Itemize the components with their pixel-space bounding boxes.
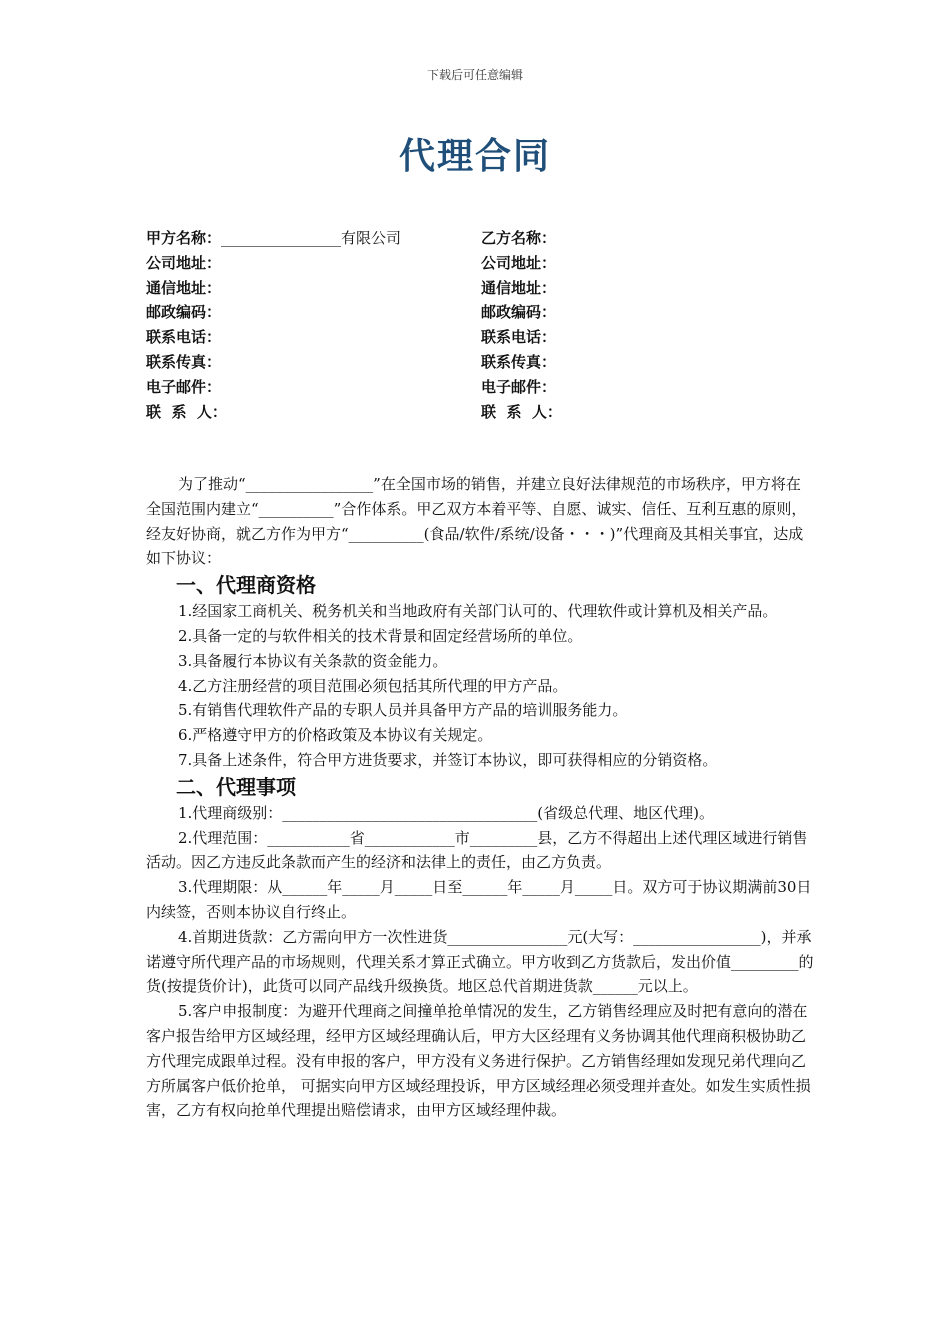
qualification-item: 2.具备一定的与软件相关的技术背景和固定经营场所的单位。: [178, 626, 583, 645]
page-title: 代理合同: [398, 136, 551, 177]
party-b-fax-row: 联系传真：: [481, 352, 557, 371]
section-heading-agency-matters: 二、代理事项: [176, 774, 296, 799]
party-b-address-row: 公司地址：: [481, 253, 557, 272]
header-note: 下载后可任意编辑: [426, 68, 523, 82]
contract-body: [146, 472, 814, 1123]
party-b-postcode-row: 邮政编码：: [481, 303, 557, 322]
party-a-mail-address-row: 通信地址：: [146, 278, 222, 297]
party-a-name-value: ________________有限公司: [221, 229, 402, 247]
agency-item: 1.代理商级别：__________________________________(省级总代理、地区代理)。: [178, 803, 715, 822]
qualification-item: 5.有销售代理软件产品的专职人员并具备甲方产品的培训服务能力。: [178, 701, 628, 720]
party-a-postcode-row: 邮政编码：: [146, 303, 222, 322]
agency-item: 3.代理期限：从______年_____月_____日至______年_____月_____日。双方可于协议期满前30日内续签，否则本协议自行终止。: [146, 878, 812, 921]
section-heading-qualification: 一、代理商资格: [176, 573, 316, 598]
party-a-name-row: 甲方名称：________________有限公司: [146, 229, 402, 247]
party-b-email-row: 电子邮件：: [481, 377, 557, 396]
party-a-phone-row: 联系电话：: [146, 328, 222, 347]
party-a-contact-row: 联 系 人：: [146, 402, 227, 421]
party-a-fax-row: 联系传真：: [146, 352, 222, 371]
qualification-item: 6.严格遵守甲方的价格政策及本协议有关规定。: [178, 726, 493, 745]
party-b-phone-row: 联系电话：: [481, 328, 557, 347]
qualification-item: 7.具备上述条件，符合甲方进货要求，并签订本协议，即可获得相应的分销资格。: [178, 750, 718, 769]
agency-item: 2.代理范围：___________省____________市_________县，乙方不得超出上述代理区域进行销售活动。因乙方违反此条款而产生的经济和法律上的责任，由乙方负责。: [146, 828, 808, 872]
party-b-mail-address-row: 通信地址：: [481, 278, 557, 297]
party-b-contact-row: 联 系 人：: [481, 402, 562, 421]
qualification-item: 4.乙方注册经营的项目范围必须包括其所代理的甲方产品。: [178, 676, 568, 695]
party-a-info: [146, 226, 486, 424]
qualification-item: 1.经国家工商机关、税务机关和当地政府有关部门认可的、代理软件或计算机及相关产品。: [178, 602, 778, 621]
party-b-name-row: 乙方名称：: [481, 229, 557, 247]
intro-paragraph: 为了推动“_________________”在全国市场的销售，并建立良好法律规范的市场秩序，甲方将在全国范围内建立“__________”合作体系。甲乙双方本着平等、自愿、诚实、信任、互利互惠的原则，经友好协商，就乙方作为甲方“__________(食品/软件/系统/设备・・・)”代理商及其相关事宜，达成如下协议：: [146, 475, 807, 568]
party-a-address-row: 公司地址：: [146, 253, 222, 272]
party-a-email-row: 电子邮件：: [146, 377, 222, 396]
qualification-item: 3.具备履行本协议有关条款的资金能力。: [178, 651, 448, 670]
party-b-info: [481, 226, 821, 424]
agency-item: 4.首期进货款：乙方需向甲方一次性进货________________元(大写：_________________)，并承诺遵守所代理产品的市场规则，代理关系才算正式确立。甲方收到乙方货款后，发出价值_________的货(按提货价计)，此货可以同产品线升级换货。地区总代首期进货款______元以上。: [146, 927, 814, 996]
agency-item: 5.客户申报制度：为避开代理商之间撞单抢单情况的发生，乙方销售经理应及时把有意向的潜在客户报告给甲方区域经理，经甲方区域经理确认后，甲方大区经理有义务协调其他代理商积极协助乙方代理完成跟单过程。没有申报的客户，甲方没有义务进行保护。乙方销售经理如发现兄弟代理向乙方所属客户低价抢单， 可据实向甲方区域经理投诉，甲方区域经理必须受理并查处。如发生实质性损害，乙方有权向抢单代理提出赔偿请求，由甲方区域经理仲裁。: [146, 1002, 811, 1120]
